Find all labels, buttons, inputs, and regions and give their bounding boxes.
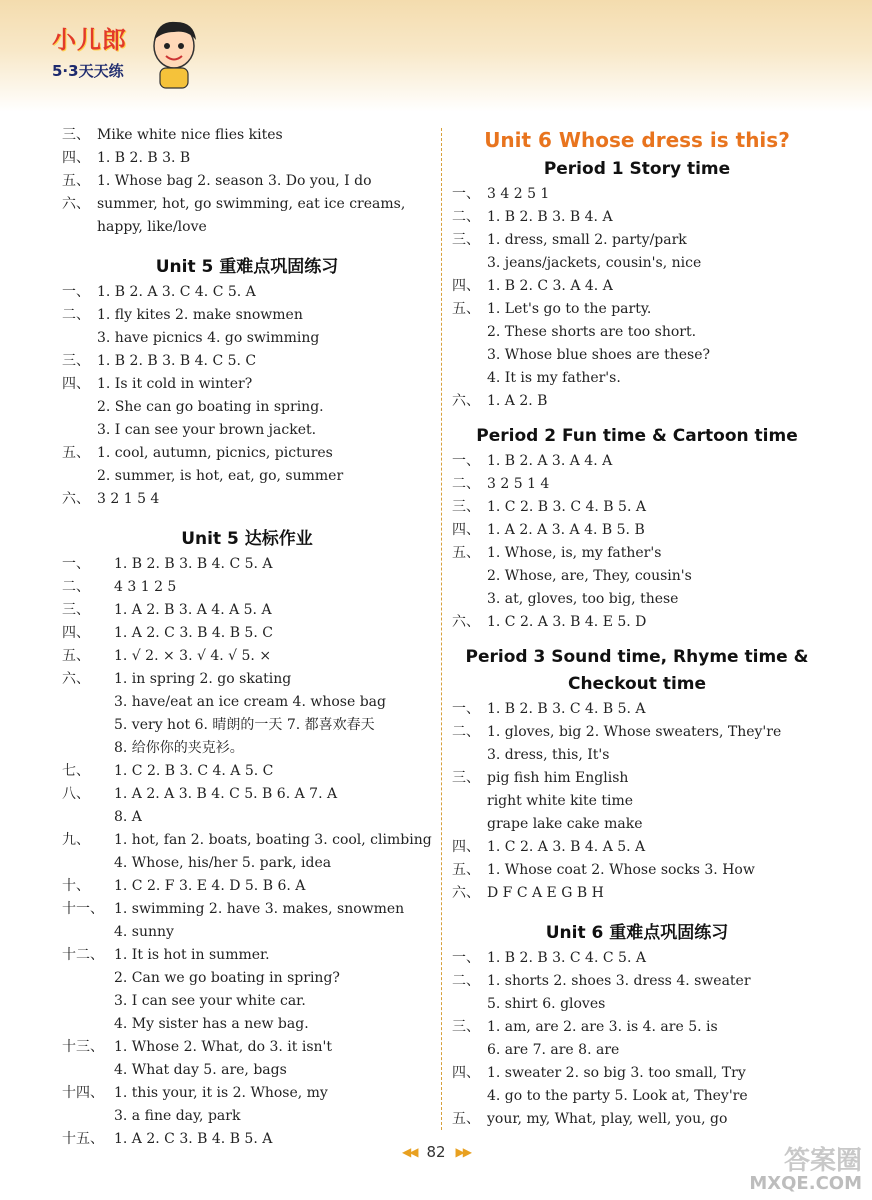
question-number: 二、 bbox=[62, 579, 90, 595]
answer-line bbox=[452, 321, 822, 344]
answer-text: right white kite time bbox=[487, 793, 634, 809]
answer-line bbox=[62, 576, 432, 599]
answer-text: 2. summer, is hot, eat, go, summer bbox=[97, 468, 344, 484]
answer-text: 1. Whose 2. What, do 3. it isn't bbox=[114, 1039, 333, 1055]
watermark-line1: 答案圈 bbox=[783, 1145, 862, 1176]
answer-text: 3 2 1 5 4 bbox=[97, 491, 160, 507]
question-number: 六、 bbox=[452, 885, 480, 901]
answer-line bbox=[62, 553, 432, 576]
answer-line bbox=[62, 622, 432, 645]
period3-answers bbox=[452, 698, 822, 905]
answer-line bbox=[62, 396, 432, 419]
answer-text: 1. A 2. C 3. B 4. B 5. C bbox=[114, 625, 273, 641]
question-number: 一、 bbox=[452, 950, 480, 966]
answer-line bbox=[452, 496, 822, 519]
answer-text: Mike white nice flies kites bbox=[97, 127, 283, 143]
answer-text: summer, hot, go swimming, eat ice creams, bbox=[97, 196, 406, 212]
answer-line bbox=[452, 790, 822, 813]
answer-text: 1. B 2. B 3. B bbox=[97, 150, 191, 166]
question-number: 三、 bbox=[62, 602, 90, 618]
unit5-review-title: Unit 5 重难点巩固练习 bbox=[155, 257, 339, 277]
page-number: 82 bbox=[426, 1143, 446, 1161]
answer-text: 1. C 2. A 3. B 4. E 5. D bbox=[487, 614, 647, 630]
question-number: 六、 bbox=[62, 671, 90, 687]
answer-line bbox=[452, 542, 822, 565]
question-number: 五、 bbox=[452, 862, 480, 878]
answer-text: 1. shorts 2. shoes 3. dress 4. sweater bbox=[487, 973, 751, 989]
question-number: 十四、 bbox=[62, 1085, 104, 1101]
question-number: 六、 bbox=[62, 491, 90, 507]
question-number: 五、 bbox=[452, 301, 480, 317]
answer-line bbox=[62, 1036, 432, 1059]
answer-line bbox=[452, 588, 822, 611]
answer-text: 5. very hot 6. 晴朗的一天 7. 都喜欢春天 bbox=[114, 717, 375, 733]
answer-text: 3. I can see your white car. bbox=[114, 993, 306, 1009]
answer-text: 3. a fine day, park bbox=[114, 1108, 241, 1124]
answer-text: 1. Whose bag 2. season 3. Do you, I do bbox=[97, 173, 372, 189]
answer-text: your, my, What, play, well, you, go bbox=[487, 1111, 728, 1127]
answer-text: 1. C 2. B 3. C 4. B 5. A bbox=[487, 499, 646, 515]
question-number: 一、 bbox=[452, 186, 480, 202]
period1-title: Period 1 Story time bbox=[543, 159, 731, 179]
answer-text: 1. sweater 2. so big 3. too small, Try bbox=[487, 1065, 746, 1081]
answer-text: 1. Is it cold in winter? bbox=[97, 376, 253, 392]
answer-line bbox=[62, 852, 432, 875]
answer-text: 3. Whose blue shoes are these? bbox=[487, 347, 710, 363]
answer-line bbox=[62, 350, 432, 373]
answer-text: 2. These shorts are too short. bbox=[487, 324, 697, 340]
answer-line bbox=[62, 465, 432, 488]
brand-logo bbox=[48, 14, 208, 92]
question-number: 一、 bbox=[62, 556, 90, 572]
answer-text: 1. in spring 2. go skating bbox=[114, 671, 292, 687]
unit5-test-title: Unit 5 达标作业 bbox=[181, 529, 313, 549]
answer-text: 1. B 2. B 3. C 4. C 5. A bbox=[487, 950, 646, 966]
answer-line bbox=[452, 252, 822, 275]
unit6-title: Unit 6 Whose dress is this? bbox=[484, 128, 790, 152]
question-number: 五、 bbox=[452, 545, 480, 561]
answer-line bbox=[452, 882, 822, 905]
period1-answers bbox=[452, 183, 822, 413]
answer-line bbox=[452, 813, 822, 836]
answer-line bbox=[452, 519, 822, 542]
answer-text: 5. shirt 6. gloves bbox=[487, 996, 606, 1012]
answer-line bbox=[452, 1108, 822, 1131]
question-number: 二、 bbox=[452, 476, 480, 492]
answer-line bbox=[62, 124, 432, 147]
answer-text: 1. C 2. A 3. B 4. A 5. A bbox=[487, 839, 646, 855]
question-number: 二、 bbox=[62, 307, 90, 323]
answer-text: 2. Whose, are, They, cousin's bbox=[487, 568, 692, 584]
answer-line bbox=[452, 229, 822, 252]
answer-text: 4. sunny bbox=[114, 924, 174, 940]
question-number: 二、 bbox=[452, 973, 480, 989]
answer-text: 3. I can see your brown jacket. bbox=[97, 422, 317, 438]
answer-line bbox=[452, 450, 822, 473]
question-number: 三、 bbox=[62, 127, 90, 143]
answer-text: 1. Whose, is, my father's bbox=[487, 545, 662, 561]
answer-line bbox=[62, 1013, 432, 1036]
answer-line bbox=[62, 875, 432, 898]
question-number: 一、 bbox=[62, 284, 90, 300]
answer-line bbox=[452, 836, 822, 859]
question-number: 四、 bbox=[452, 278, 480, 294]
answer-line bbox=[62, 714, 432, 737]
answer-line bbox=[62, 921, 432, 944]
answer-line bbox=[62, 829, 432, 852]
answer-text: 3. have/eat an ice cream 4. whose bag bbox=[114, 694, 386, 710]
answer-line bbox=[452, 993, 822, 1016]
answer-text: 3. at, gloves, too big, these bbox=[487, 591, 679, 607]
answer-line bbox=[62, 691, 432, 714]
answer-text: 1. gloves, big 2. Whose sweaters, They're bbox=[487, 724, 782, 740]
unit5-test-answers bbox=[62, 553, 432, 1151]
answer-text: 1. B 2. B 3. C 4. B 5. A bbox=[487, 701, 646, 717]
period3-title-line1: Period 3 Sound time, Rhyme time & bbox=[465, 647, 809, 667]
answer-line bbox=[62, 488, 432, 511]
next-arrows-icon: ▶▶ bbox=[455, 1145, 471, 1159]
answer-text: 1. dress, small 2. party/park bbox=[487, 232, 687, 248]
answer-text: 1. A 2. A 3. B 4. C 5. B 6. A 7. A bbox=[114, 786, 338, 802]
answer-line bbox=[62, 1059, 432, 1082]
period3-title-line2: Checkout time bbox=[567, 674, 707, 694]
answer-line bbox=[62, 737, 432, 760]
question-number: 七、 bbox=[62, 763, 90, 779]
unit5-review-answers bbox=[62, 281, 432, 511]
answer-line bbox=[62, 599, 432, 622]
answer-line bbox=[452, 367, 822, 390]
answer-line bbox=[452, 721, 822, 744]
answer-text: 1. B 2. C 3. A 4. A bbox=[487, 278, 613, 294]
answer-text: 1. hot, fan 2. boats, boating 3. cool, climbing bbox=[114, 832, 432, 848]
answer-line bbox=[62, 1105, 432, 1128]
answer-line bbox=[452, 298, 822, 321]
answer-line bbox=[62, 373, 432, 396]
question-number: 四、 bbox=[62, 376, 90, 392]
question-number: 八、 bbox=[62, 786, 90, 802]
left-column bbox=[62, 124, 432, 1151]
answer-text: 1. A 2. C 3. B 4. B 5. A bbox=[114, 1131, 273, 1147]
answer-text: 1. this your, it is 2. Whose, my bbox=[114, 1085, 328, 1101]
unit6-review-answers bbox=[452, 947, 822, 1131]
answer-line bbox=[62, 668, 432, 691]
answer-text: 1. am, are 2. are 3. is 4. are 5. is bbox=[487, 1019, 718, 1035]
answer-text: 6. are 7. are 8. are bbox=[487, 1042, 620, 1058]
question-number: 五、 bbox=[62, 173, 90, 189]
answer-text: 3 4 2 5 1 bbox=[487, 186, 550, 202]
answer-line bbox=[62, 967, 432, 990]
answer-line bbox=[452, 611, 822, 634]
answer-line bbox=[452, 698, 822, 721]
answer-text: 1. B 2. A 3. A 4. A bbox=[487, 453, 613, 469]
answer-text: 1. It is hot in summer. bbox=[114, 947, 270, 963]
answer-text: 1. swimming 2. have 3. makes, snowmen bbox=[114, 901, 405, 917]
answer-text: 1. Whose coat 2. Whose socks 3. How bbox=[487, 862, 755, 878]
question-number: 三、 bbox=[62, 353, 90, 369]
answer-line bbox=[452, 565, 822, 588]
answer-text: grape lake cake make bbox=[487, 816, 643, 832]
question-number: 五、 bbox=[62, 648, 90, 664]
answer-line bbox=[62, 783, 432, 806]
answer-line bbox=[452, 183, 822, 206]
answer-text: D F C A E G B H bbox=[487, 885, 604, 901]
boy-mascot-icon bbox=[146, 16, 202, 90]
question-number: 六、 bbox=[452, 614, 480, 630]
watermark bbox=[749, 1145, 862, 1195]
question-number: 三、 bbox=[452, 1019, 480, 1035]
answer-text: 1. B 2. B 3. B 4. C 5. C bbox=[97, 353, 257, 369]
answer-line bbox=[62, 170, 432, 193]
answer-text: 1. A 2. A 3. A 4. B 5. B bbox=[487, 522, 645, 538]
period2-answers bbox=[452, 450, 822, 634]
left-top-answers bbox=[62, 124, 432, 239]
unit6-review-title: Unit 6 重难点巩固练习 bbox=[545, 923, 729, 943]
answer-text: 4. Whose, his/her 5. park, idea bbox=[114, 855, 332, 871]
question-number: 五、 bbox=[452, 1111, 480, 1127]
answer-text: 3. dress, this, It's bbox=[487, 747, 610, 763]
answer-line bbox=[62, 193, 432, 216]
answer-line bbox=[452, 970, 822, 993]
question-number: 六、 bbox=[452, 393, 480, 409]
answer-text: 3. have picnics 4. go swimming bbox=[97, 330, 320, 346]
question-number: 九、 bbox=[62, 832, 90, 848]
answer-text: 2. She can go boating in spring. bbox=[97, 399, 324, 415]
answer-line bbox=[62, 327, 432, 350]
period2-title: Period 2 Fun time & Cartoon time bbox=[476, 426, 798, 446]
answer-text: 4. What day 5. are, bags bbox=[114, 1062, 287, 1078]
question-number: 四、 bbox=[62, 625, 90, 641]
answer-text: pig fish him English bbox=[487, 770, 629, 786]
question-number: 一、 bbox=[452, 453, 480, 469]
answer-line bbox=[452, 859, 822, 882]
page-footer bbox=[0, 1140, 872, 1164]
question-number: 三、 bbox=[452, 232, 480, 248]
question-number: 四、 bbox=[452, 839, 480, 855]
watermark-line2: MXQE.COM bbox=[749, 1173, 862, 1195]
answer-text: 4. It is my father's. bbox=[487, 370, 621, 386]
answer-line bbox=[452, 473, 822, 496]
question-number: 四、 bbox=[452, 1065, 480, 1081]
question-number: 十二、 bbox=[62, 947, 104, 963]
question-number: 二、 bbox=[452, 724, 480, 740]
question-number: 一、 bbox=[452, 701, 480, 717]
question-number: 六、 bbox=[62, 196, 90, 212]
answer-text: 1. C 2. F 3. E 4. D 5. B 6. A bbox=[114, 878, 306, 894]
answer-line bbox=[452, 744, 822, 767]
answer-text: 1. √ 2. × 3. √ 4. √ 5. × bbox=[114, 648, 272, 664]
question-number: 十一、 bbox=[62, 901, 104, 917]
logo-subtitle: 5·3天天练 bbox=[52, 62, 124, 80]
answer-text: 4. go to the party 5. Look at, They're bbox=[487, 1088, 748, 1104]
question-number: 二、 bbox=[452, 209, 480, 225]
answer-text: 1. C 2. B 3. C 4. A 5. C bbox=[114, 763, 274, 779]
answer-line bbox=[452, 1062, 822, 1085]
answer-line bbox=[452, 390, 822, 413]
question-number: 三、 bbox=[452, 499, 480, 515]
answer-line bbox=[452, 1039, 822, 1062]
question-number: 十五、 bbox=[62, 1131, 104, 1147]
answer-text: 1. Let's go to the party. bbox=[487, 301, 652, 317]
answer-text: happy, like/love bbox=[97, 219, 207, 235]
answer-line bbox=[62, 442, 432, 465]
answer-text: 1. A 2. B 3. A 4. A 5. A bbox=[114, 602, 272, 618]
answer-line bbox=[62, 990, 432, 1013]
answer-line bbox=[452, 767, 822, 790]
answer-line bbox=[62, 1082, 432, 1105]
answer-text: 1. A 2. B bbox=[487, 393, 548, 409]
logo-title: 小儿郎 bbox=[52, 26, 127, 54]
question-number: 四、 bbox=[452, 522, 480, 538]
answer-line bbox=[452, 275, 822, 298]
answer-text: 1. B 2. B 3. B 4. C 5. A bbox=[114, 556, 273, 572]
question-number: 四、 bbox=[62, 150, 90, 166]
answer-line bbox=[62, 281, 432, 304]
answer-text: 1. B 2. B 3. B 4. A bbox=[487, 209, 613, 225]
answer-line bbox=[62, 898, 432, 921]
answer-text: 8. 给你你的夹克衫。 bbox=[114, 740, 244, 756]
question-number: 三、 bbox=[452, 770, 480, 786]
answer-line bbox=[452, 1016, 822, 1039]
answer-line bbox=[62, 645, 432, 668]
answer-line bbox=[62, 760, 432, 783]
answer-line bbox=[62, 304, 432, 327]
right-column bbox=[452, 124, 822, 1131]
question-number: 五、 bbox=[62, 445, 90, 461]
answer-line bbox=[452, 947, 822, 970]
answer-text: 3. jeans/jackets, cousin's, nice bbox=[487, 255, 702, 271]
answer-line bbox=[452, 1085, 822, 1108]
answer-line bbox=[62, 216, 432, 239]
answer-line bbox=[452, 344, 822, 367]
answer-text: 2. Can we go boating in spring? bbox=[114, 970, 340, 986]
answer-line bbox=[62, 944, 432, 967]
answer-line bbox=[62, 147, 432, 170]
answer-text: 1. cool, autumn, picnics, pictures bbox=[97, 445, 333, 461]
answer-text: 8. A bbox=[114, 809, 142, 825]
question-number: 十、 bbox=[62, 878, 90, 894]
answer-line bbox=[62, 806, 432, 829]
answer-line bbox=[452, 206, 822, 229]
answer-text: 1. B 2. A 3. C 4. C 5. A bbox=[97, 284, 256, 300]
answer-text: 3 2 5 1 4 bbox=[487, 476, 550, 492]
prev-arrows-icon: ◀◀ bbox=[401, 1145, 417, 1159]
column-divider bbox=[441, 128, 442, 1130]
answer-text: 1. fly kites 2. make snowmen bbox=[97, 307, 303, 323]
answer-text: 4 3 1 2 5 bbox=[114, 579, 177, 595]
answer-text: 4. My sister has a new bag. bbox=[114, 1016, 309, 1032]
question-number: 十三、 bbox=[62, 1039, 104, 1055]
answer-line bbox=[62, 419, 432, 442]
